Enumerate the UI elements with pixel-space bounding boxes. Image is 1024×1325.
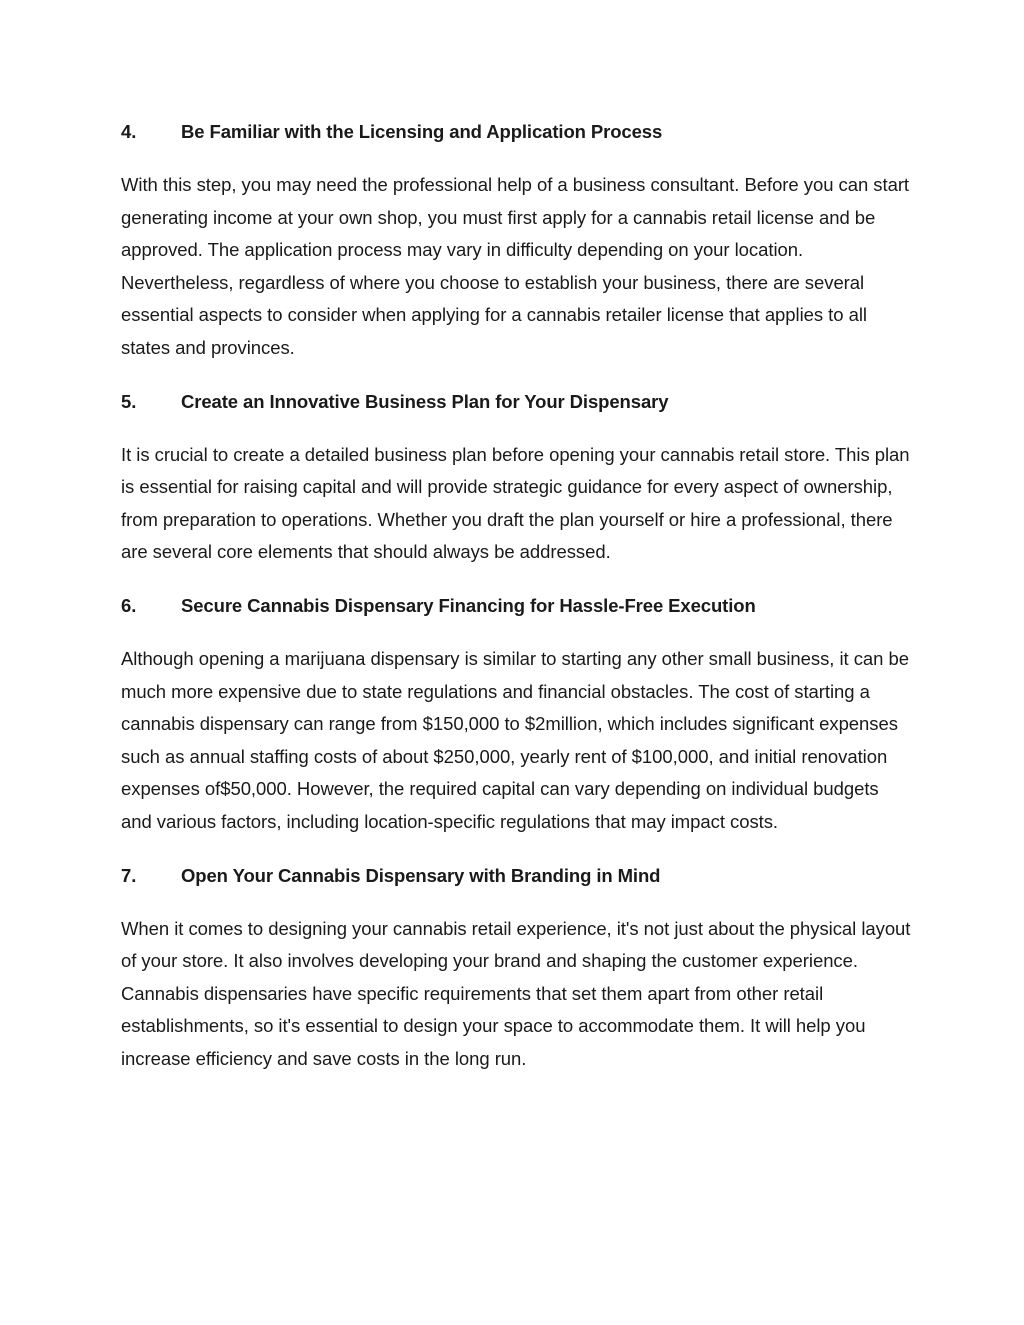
paragraph: Cannabis dispensaries have specific requirements that set them apart from other retail establishments, so it's essential to design your space to accommodate them. It will help you increase efficiency and save costs in the long run. xyxy=(121,982,866,1069)
section-6 xyxy=(121,586,911,839)
section-heading xyxy=(121,856,911,896)
section-title: Secure Cannabis Dispensary Financing for Hassle-Free Execution xyxy=(181,594,756,616)
section-number: 6. xyxy=(121,594,137,616)
section-4 xyxy=(121,112,911,365)
document-page xyxy=(121,112,911,1092)
section-number: 4. xyxy=(121,121,137,142)
section-heading xyxy=(121,586,911,626)
paragraph: It is crucial to create a detailed business plan before opening your cannabis retail store. This plan is essential for raising capital and will provide strategic guidance for every aspect of ownership, from preparation to operations. Whether you draft the plan yourself or hire a professional, there are several core elements that should always be addressed. xyxy=(121,443,910,563)
paragraph: With this step, you may need the professional help of a business consultant. Before you can start generating income at your own shop, you must first apply for a cannabis retail license and be approved. The application process may vary in difficulty depending on your location. Nevertheless, regardless of where you choose to establish your business, there are several essential aspects to consider when applying for a cannabis retailer license that applies to all states and provinces. xyxy=(121,174,910,358)
section-7 xyxy=(121,856,911,1076)
section-heading xyxy=(121,112,911,152)
paragraph: Although opening a marijuana dispensary is similar to starting any other small business, it can be much more expensive due to state regulations and financial obstacles. The cost of starting a cannabis dispensary can range from $150,000 to $2million, which includes significant expenses such as annual staffing costs of about $250,000, yearly rent of $100,000, and initial renovation expenses of$50,000. However, the required capital can vary depending on individual budgets and various factors, including location-specific regulations that may impact costs. xyxy=(121,647,909,832)
section-number: 5. xyxy=(121,390,137,412)
paragraph: When it comes to designing your cannabis retail experience, it's not just about the physical layout of your store. It also involves developing your brand and shaping the customer experience. xyxy=(121,917,911,972)
section-title: Create an Innovative Business Plan for Your Dispensary xyxy=(181,390,669,412)
section-number: 7. xyxy=(121,864,137,886)
section-title: Open Your Cannabis Dispensary with Branding in Mind xyxy=(181,864,661,886)
section-heading xyxy=(121,382,911,422)
section-title: Be Familiar with the Licensing and Application Process xyxy=(181,121,663,142)
section-5 xyxy=(121,382,911,569)
